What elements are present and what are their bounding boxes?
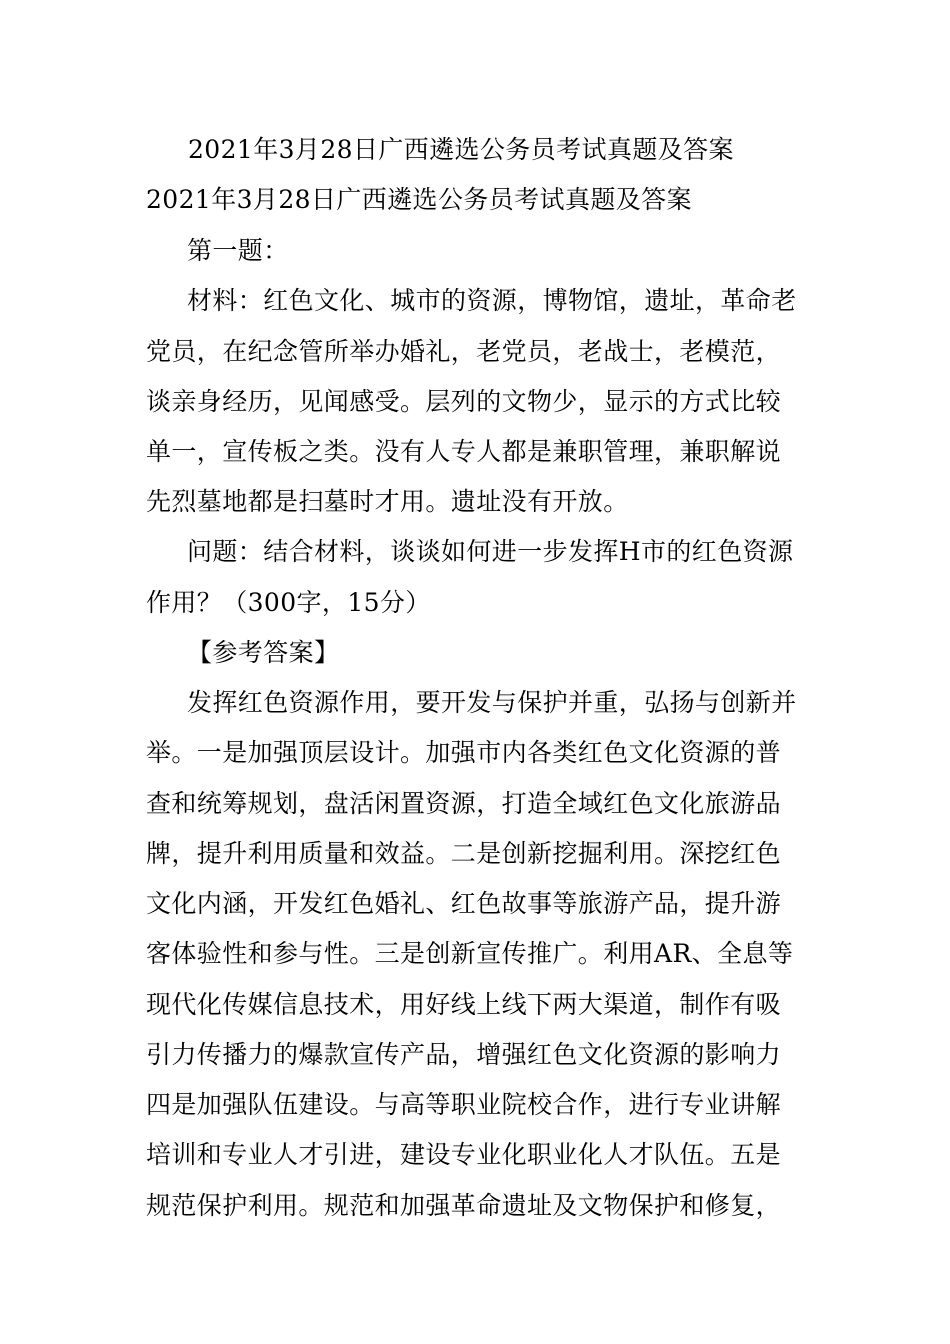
answer-line: 查和统筹规划，盘活闲置资源，打造全域红色文化旅游品: [146, 789, 782, 818]
question-heading: 第一题：: [187, 236, 289, 265]
answer-line: 培训和专业人才引进，建设专业化职业化人才队伍。五是: [146, 1140, 782, 1169]
question-line: 作用？（300字，15分）: [146, 588, 431, 617]
answer-line: 文化内涵，开发红色婚礼、红色故事等旅游产品，提升游: [146, 889, 782, 918]
answer-line: 引力传播力的爆款宣传产品，增强红色文化资源的影响力: [146, 1040, 782, 1069]
answer-line: 四是加强队伍建设。与高等职业院校合作，进行专业讲解: [146, 1090, 782, 1119]
material-line: 单一，宣传板之类。没有人专人都是兼职管理，兼职解说: [146, 437, 782, 466]
answer-line: 举。一是加强顶层设计。加强市内各类红色文化资源的普: [146, 738, 782, 767]
answer-heading: 【参考答案】: [187, 638, 340, 667]
question-line: 问题：结合材料，谈谈如何进一步发挥H市的红色资源: [187, 537, 794, 566]
document-subtitle: 2021年3月28日广西遴选公务员考试真题及答案: [146, 185, 692, 214]
answer-line: 发挥红色资源作用，要开发与保护并重，弘扬与创新并: [187, 688, 797, 717]
document-title: 2021年3月28日广西遴选公务员考试真题及答案: [188, 135, 734, 164]
answer-line: 客体验性和参与性。三是创新宣传推广。利用AR、全息等: [146, 939, 794, 968]
answer-line: 牌，提升利用质量和效益。二是创新挖掘利用。深挖红色: [146, 839, 782, 868]
answer-line: 规范保护利用。规范和加强革命遗址及文物保护和修复，: [146, 1191, 782, 1220]
material-line: 先烈墓地都是扫墓时才用。遗址没有开放。: [146, 487, 629, 516]
material-line: 谈亲身经历，见闻感受。层列的文物少，显示的方式比较: [146, 387, 782, 416]
material-line: 材料：红色文化、城市的资源，博物馆，遗址，革命老: [187, 286, 797, 315]
material-line: 党员，在纪念管所举办婚礼，老党员，老战士，老模范，: [146, 337, 782, 366]
answer-line: 现代化传媒信息技术，用好线上线下两大渠道，制作有吸: [146, 990, 782, 1019]
